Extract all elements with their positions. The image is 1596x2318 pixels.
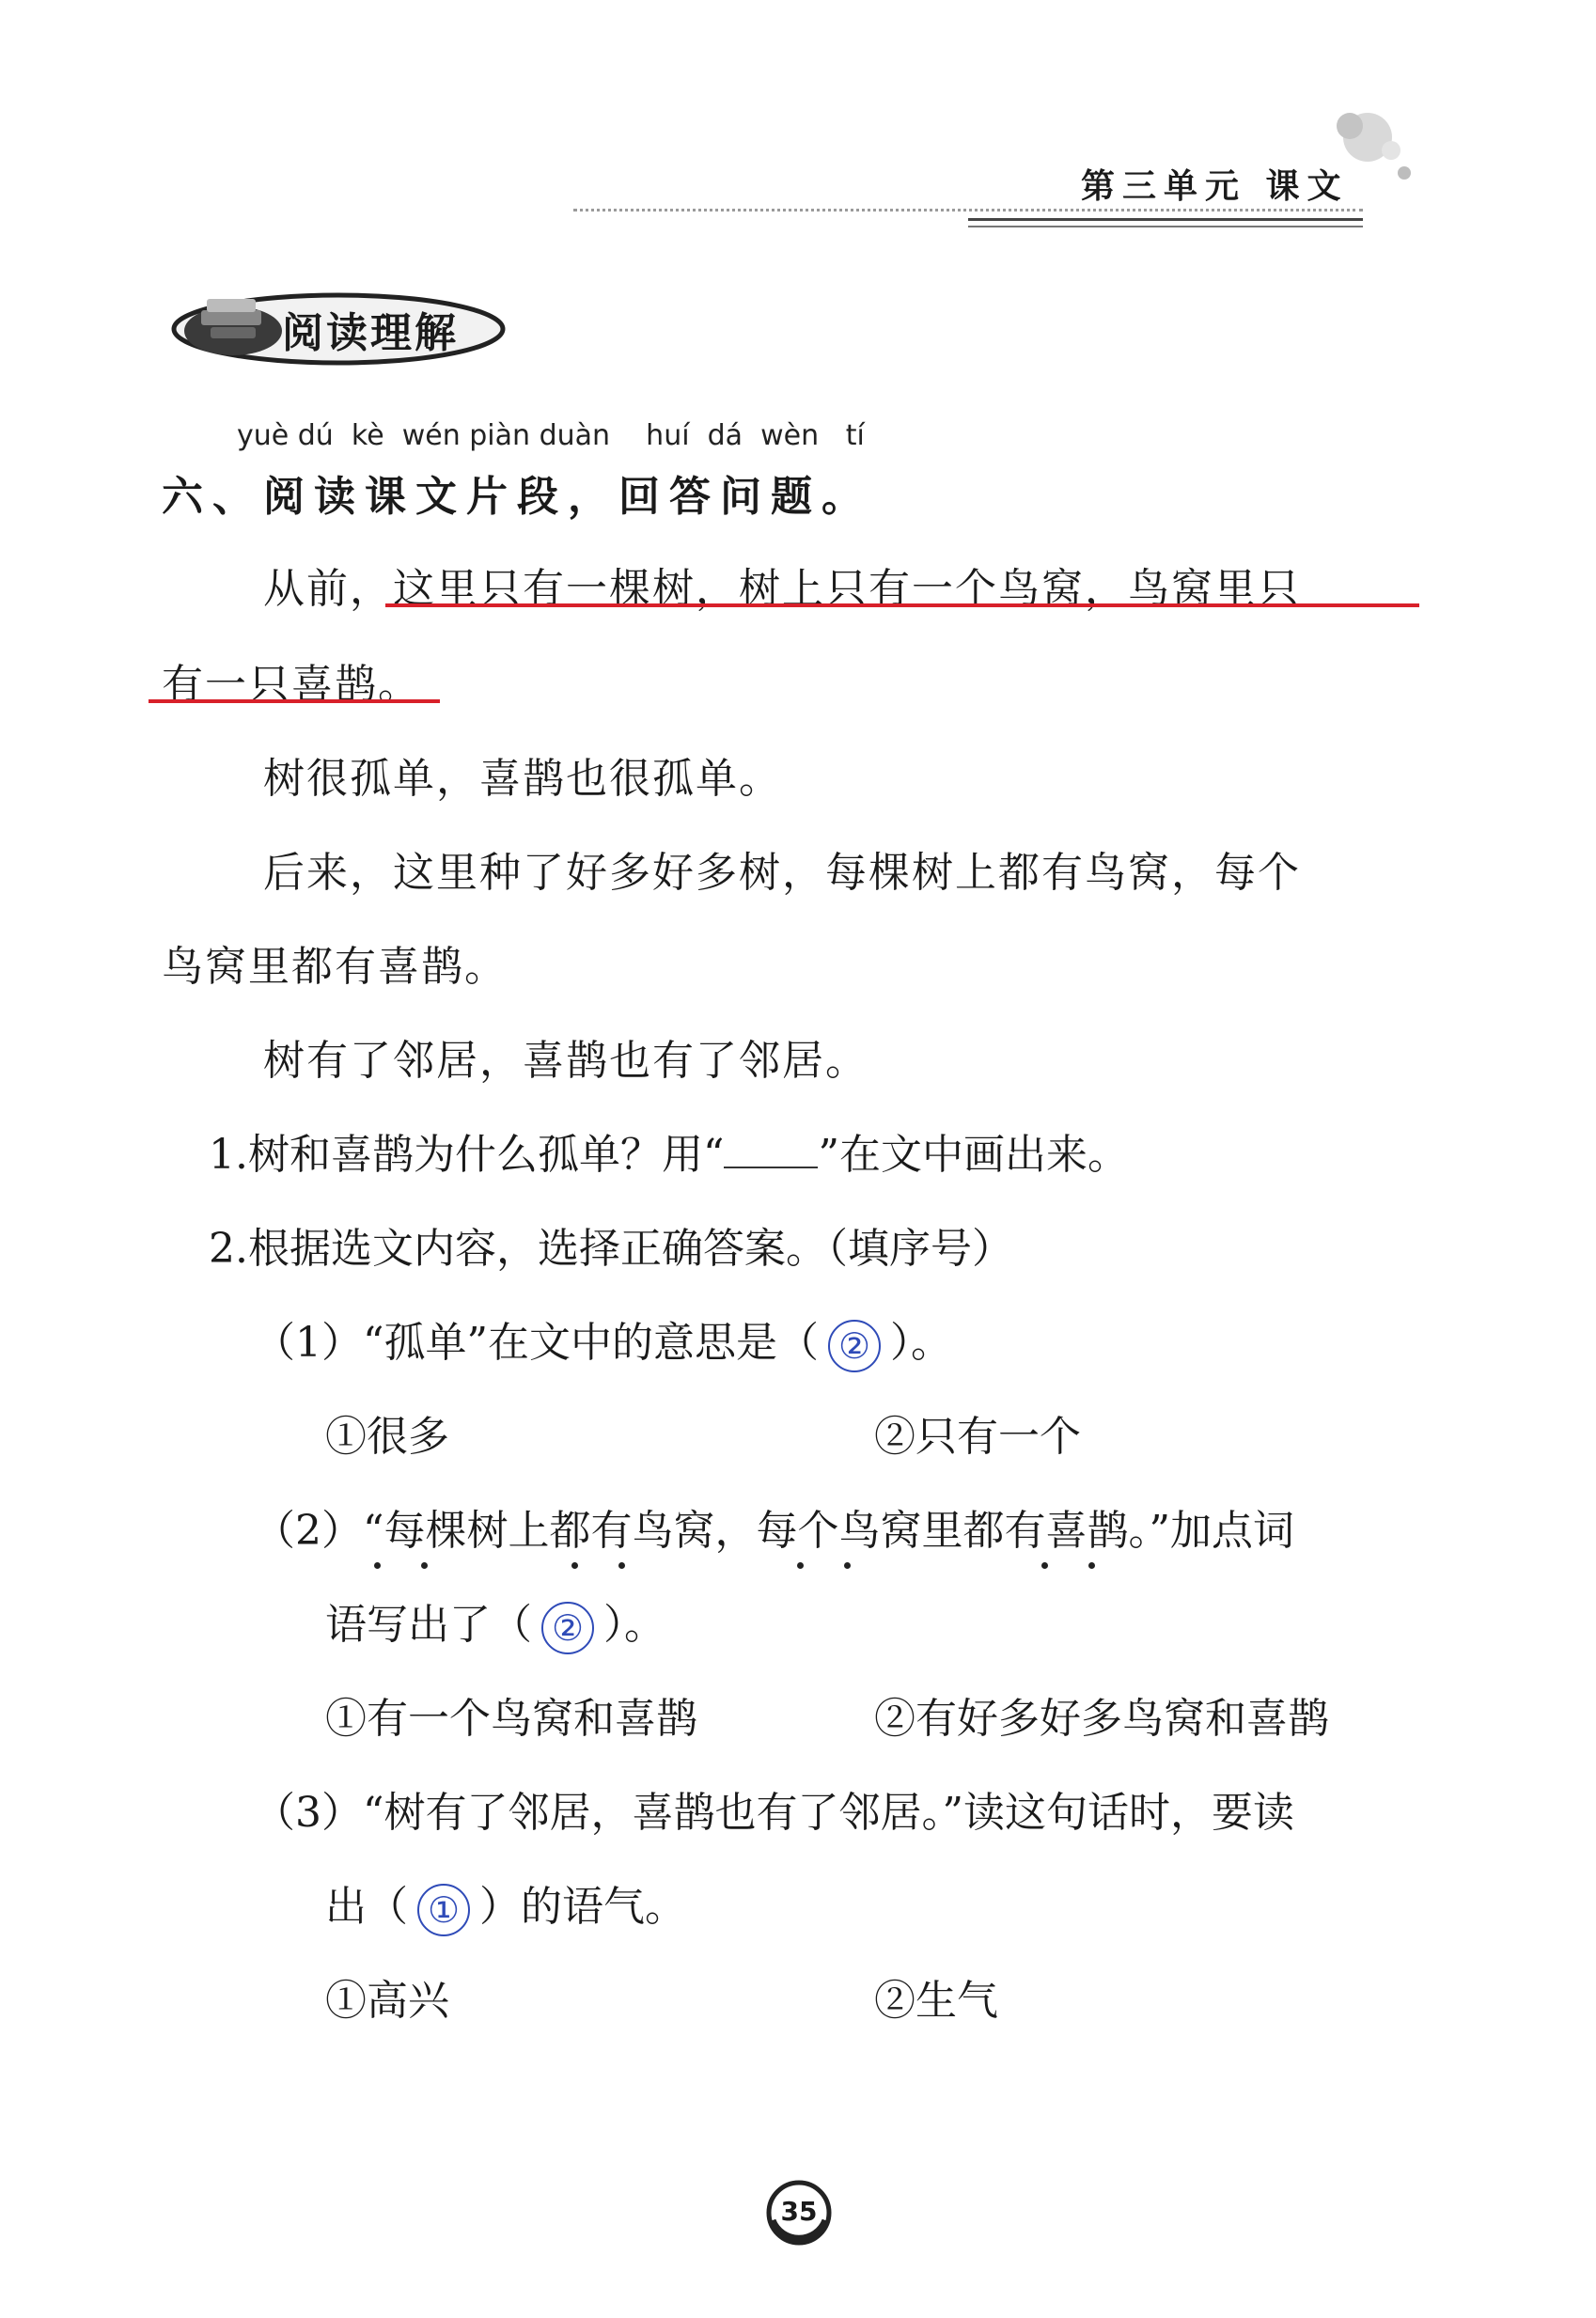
sub-question-3-line: （3）“树有了邻居，喜鹊也有了邻居。”读这句话时，要读: [254, 1789, 1294, 1837]
emphasis-dot: [421, 1562, 428, 1569]
passage-line: 树有了邻居，喜鹊也有了邻居。: [263, 1037, 868, 1085]
emphasis-dot: [618, 1562, 625, 1569]
question-1-suffix: ”在文中画出来。: [818, 1131, 1129, 1179]
red-underline: [149, 699, 440, 703]
answer-mark: ②: [828, 1320, 881, 1372]
answer-mark: ①: [417, 1884, 470, 1936]
unit-title: 第三单元 课文: [1081, 166, 1349, 206]
section-title: 六、阅读课文片段，回答问题。: [162, 473, 872, 521]
passage-line: 树很孤单，喜鹊也很孤单。: [263, 755, 782, 803]
sub-question-3-prefix: 出（: [325, 1883, 408, 1931]
option-b: ②生气: [874, 1977, 998, 2025]
emphasis-dot: [374, 1562, 381, 1569]
sub-question-2-suffix: ）。: [603, 1601, 665, 1649]
question-2: 2.根据选文内容，选择正确答案。（填序号）: [209, 1225, 1013, 1273]
header-rule-thin: [968, 226, 1363, 227]
question-1: [209, 1120, 1129, 1181]
sub-question-2-prefix: 语写出了（: [325, 1601, 532, 1649]
sub-question-3-answer-line: [325, 1872, 686, 1936]
passage-line: 后来，这里种了好多好多树，每棵树上都有鸟窝，每个: [263, 849, 1301, 897]
option-a: ①有一个鸟窝和喜鹊: [325, 1695, 697, 1743]
sub-question-3-suffix: ）的语气。: [479, 1883, 686, 1931]
emphasis-dot: [571, 1562, 578, 1569]
option-a: ①很多: [325, 1413, 449, 1461]
sub-question-2-line: （2）“每棵树上都有鸟窝，每个鸟窝里都有喜鹊。”加点词: [254, 1507, 1294, 1555]
emphasis-dot: [1041, 1562, 1048, 1569]
question-1-prefix: 1.树和喜鹊为什么孤单？用“: [209, 1131, 725, 1179]
passage-line: 鸟窝里都有喜鹊。: [162, 943, 508, 991]
option-b: ②只有一个: [874, 1413, 1081, 1461]
passage-line: 有一只喜鹊。: [162, 661, 421, 709]
sub-question-2-answer-line: [325, 1590, 665, 1654]
sub-question-1-prefix: （1）“孤单”在文中的意思是（: [254, 1319, 819, 1367]
page-number: 35: [780, 2196, 818, 2227]
sub-question-1: [254, 1308, 952, 1372]
passage-line: 从前，这里只有一棵树，树上只有一个鸟窝，鸟窝里只: [263, 565, 1301, 613]
option-b: ②有好多好多鸟窝和喜鹊: [874, 1695, 1329, 1743]
pinyin-line: yuè dú kè wén piàn duàn huí dá wèn tí: [237, 419, 865, 452]
header-dotted-rule: [573, 209, 1363, 211]
emphasis-dot: [844, 1562, 851, 1569]
red-underline: [385, 603, 1419, 607]
answer-mark: ②: [541, 1602, 594, 1654]
emphasis-dot: [797, 1562, 804, 1569]
sub-question-1-suffix: ）。: [889, 1319, 952, 1367]
underline-sample: [724, 1138, 818, 1168]
header-rule: [968, 218, 1363, 221]
badge-label: 阅读理解: [282, 309, 459, 357]
emphasis-dot: [1088, 1562, 1095, 1569]
option-a: ①高兴: [325, 1977, 449, 2025]
